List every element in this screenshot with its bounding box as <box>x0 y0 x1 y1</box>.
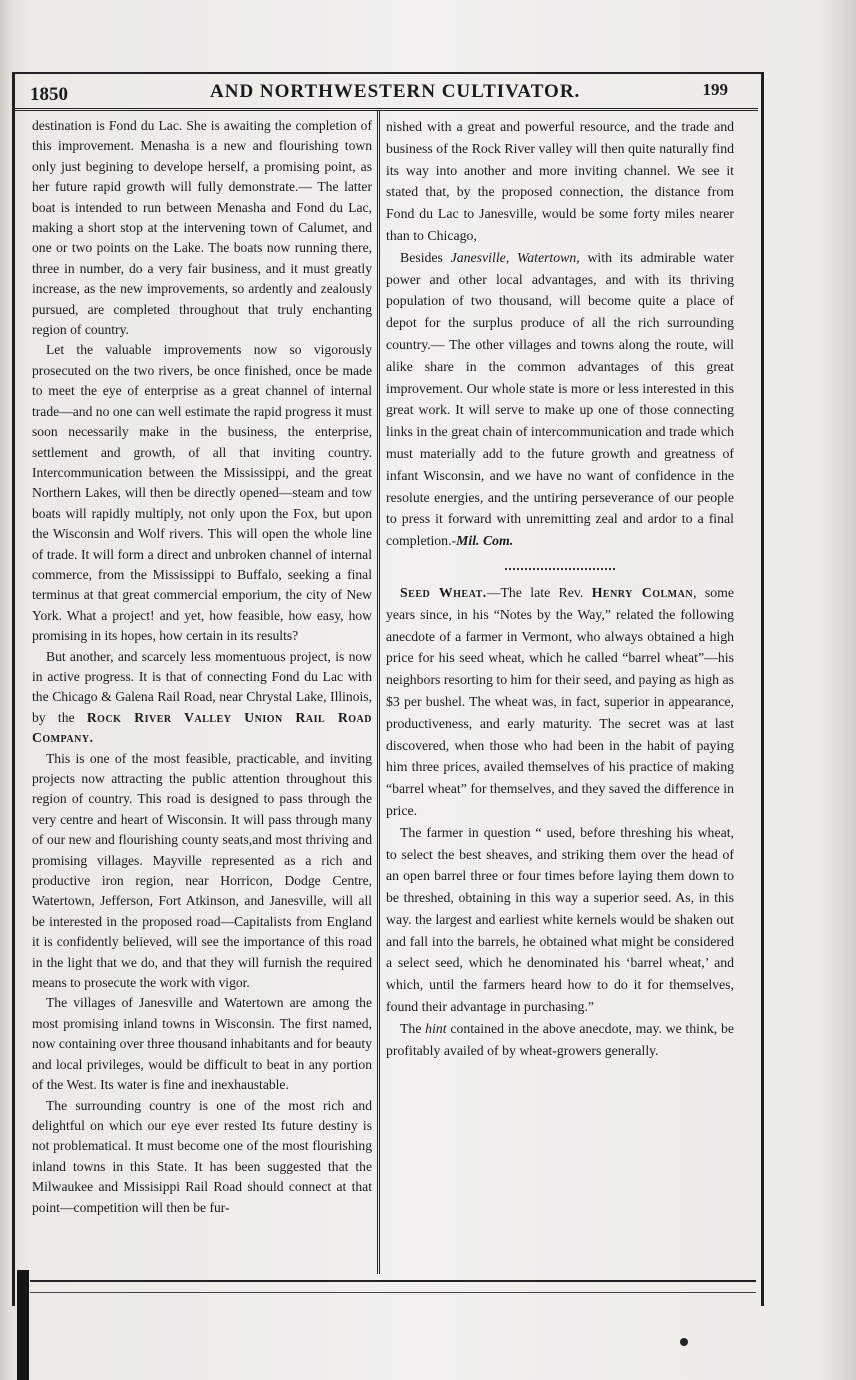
column-divider <box>377 110 380 1274</box>
paragraph-text: —The late Rev. <box>486 584 592 600</box>
emphasis: hint <box>425 1020 447 1036</box>
paragraph <box>386 247 734 552</box>
paragraph: The surrounding country is one of the most rich and delightful on which our eye ever rested Its future destiny is not problematical. It must become one of the most flourishing inland towns in this State. It has been suggested that the Milwaukee and Missisippi Rail Road should connect at that point—competition will then be fur- <box>32 1097 372 1215</box>
source-citation: Mil. Com. <box>456 533 514 549</box>
paragraph <box>386 582 734 822</box>
section-heading: Seed Wheat. <box>400 584 487 600</box>
bottom-rule-thin <box>30 1292 756 1293</box>
paragraph: Let the valuable improvements now so vigorously prosecuted on the two rivers, be once finished, once be made to meet the eye of enterprise as a great channel of internal trade—and no one can well estimate the rapid progress it must soon necessarily make in the business, the enterprise, settlement and growth, of all that inviting country. Intercommunication between the Mississippi, and the great Northern Lakes, will then be directly opened—steam and tow boats will rapidly multiply, not only upon the Fox, but upon the Wisconsin and Wolf rivers. This will open the whole line of trade. It will form a direct and unbroken channel of internal commerce, from the Mississippi to Buffalo, seeking a final terminus at that great commercial emporium, the city of New York. What a project! and yet, how feasible, how easy, how promising in its hopes, how certain in its results? <box>32 342 372 644</box>
paragraph-text: , some years since, in his “Notes by the Way,” related the following anecdote of a farmer in Vermont, who always obtained a high price for his seed wheat, which he called “barrel wheat”—his neighbors resorting to him for their seed, and paying as high as $3 per bushel. The wheat was, in fact, superior in appearance, productiveness, and early maturity. The secret was at last discovered, when those who had been in the habit of paying him three prices, availed themselves of his practice of making “barrel wheat” for themselves, and they saved the difference in price. <box>386 584 734 818</box>
paragraph: The farmer in question “ used, before threshing his wheat, to select the best sheaves, and striking them over the head of an open barrel three or four times before laying them down to be threshed, obtaining in this way a superior seed. As, in this way. the largest and earliest white kernels would be shaken out and fall into the barrels, he obtained what might be considered a select seed, which he denominated his ‘barrel wheat,’ and which, until the farmers heard how to do it for themselves, found their advantage in purchasing.” <box>386 824 734 1015</box>
paragraph: The villages of Janesville and Watertown are among the most promising inland towns in Wisconsin. The first named, now containing over three thousand inhabitants and for beauty and local privileges, would be difficult to beat in any portion of the West. Its water is fine and inexhaustable. <box>32 995 372 1093</box>
paragraph-text: contained in the above anecdote, may. we think, be profitably availed of by wheat-growers generally. <box>386 1020 734 1058</box>
right-column <box>386 116 734 1061</box>
paragraph-text: , with its admirable water power and other local advantages, and with its thriving population of two thousand, will become quite a place of depot for the surplus produce of all the rich surrounding country.— The other villages and towns along the route, will alike share in the common advantages of this great improvement. Our whole state is more or less interested in this great work. It will serve to make up one of those connecting links in the great chain of intercommunication and trade which must materially add to the future growth and greatness of infant Wisconsin, and we have no want of confidence in the resolute energies, and the untiring perseverance of our people to press it forward with unremitting zeal and ardor to a final completion.- <box>386 249 734 549</box>
paragraph-text: The <box>400 1020 426 1036</box>
paragraph: This is one of the most feasible, practicable, and inviting projects now attracting the public attention throughout this region of country. This road is designed to pass through the very centre and heart of Wisconsin. It will pass through many of our new and flourishing county seats,and most thriving and promising villages. Mayville represented as a rich and productive iron region, near Horricon, Dodge Centre, Watertown, Jefferson, Fort Atkinson, and Janesville, will all be interested in the proposed road—Capitalists from England it is confidently believed, will see the importance of this road in the light that we do, and that they will furnish the required means to prosecute the work with vigor. <box>32 750 372 991</box>
paragraph <box>32 647 372 749</box>
paragraph-text: Besides <box>400 249 451 265</box>
section-divider <box>505 562 615 570</box>
paragraph <box>386 1018 734 1062</box>
running-header <box>14 78 758 111</box>
person-name: Henry Colman <box>591 584 694 600</box>
paragraph-text: But another, and scarcely less momentuous project, is now in active progress. It is that of connecting Fond du Lac with the Chicago & Galena Rail Road, near Chrystal Lake, Illinois, by the <box>32 648 372 725</box>
page-edge <box>0 0 10 1380</box>
paragraph-text: , <box>505 249 517 265</box>
header-title: AND NORTHWESTERN CULTIVATOR. <box>210 81 581 102</box>
bottom-rule <box>30 1280 756 1282</box>
left-column <box>32 116 372 1218</box>
paragraph: nished with a great and powerful resource, and the trade and business of the Rock River valley will then quite naturally find its way into another and more inviting channel. We see it stated that, by the proposed connection, the distance from Fond du Lac to Janesville, would be some forty miles nearer than to Chicago, <box>386 119 734 243</box>
company-name: Rock River Valley Union Rail Road Company. <box>32 709 372 746</box>
page-number: 199 <box>702 80 728 99</box>
header-year: 1850 <box>30 84 68 105</box>
paragraph: destination is Fond du Lac. She is awaiting the completion of this improvement. Menasha is a new and flourishing town only just begining to develope herself, a promising point, as her future rapid growth will fully demonstrate.— The latter boat is intended to run between Menasha and Fond du Lac, making a short stop at the intervening town of Calumet, and one or two points on the Lake. The boats now running there, three in number, do a very fair business, and it must greatly increase, as the new improvements, so ardently and zealously pursued, are completed throughout that truly enchanting region of country. <box>32 118 372 338</box>
place-name: Watertown <box>516 249 577 265</box>
place-name: Janesville <box>450 249 506 265</box>
binding-shadow <box>17 1270 29 1380</box>
ink-spot <box>680 1338 688 1346</box>
